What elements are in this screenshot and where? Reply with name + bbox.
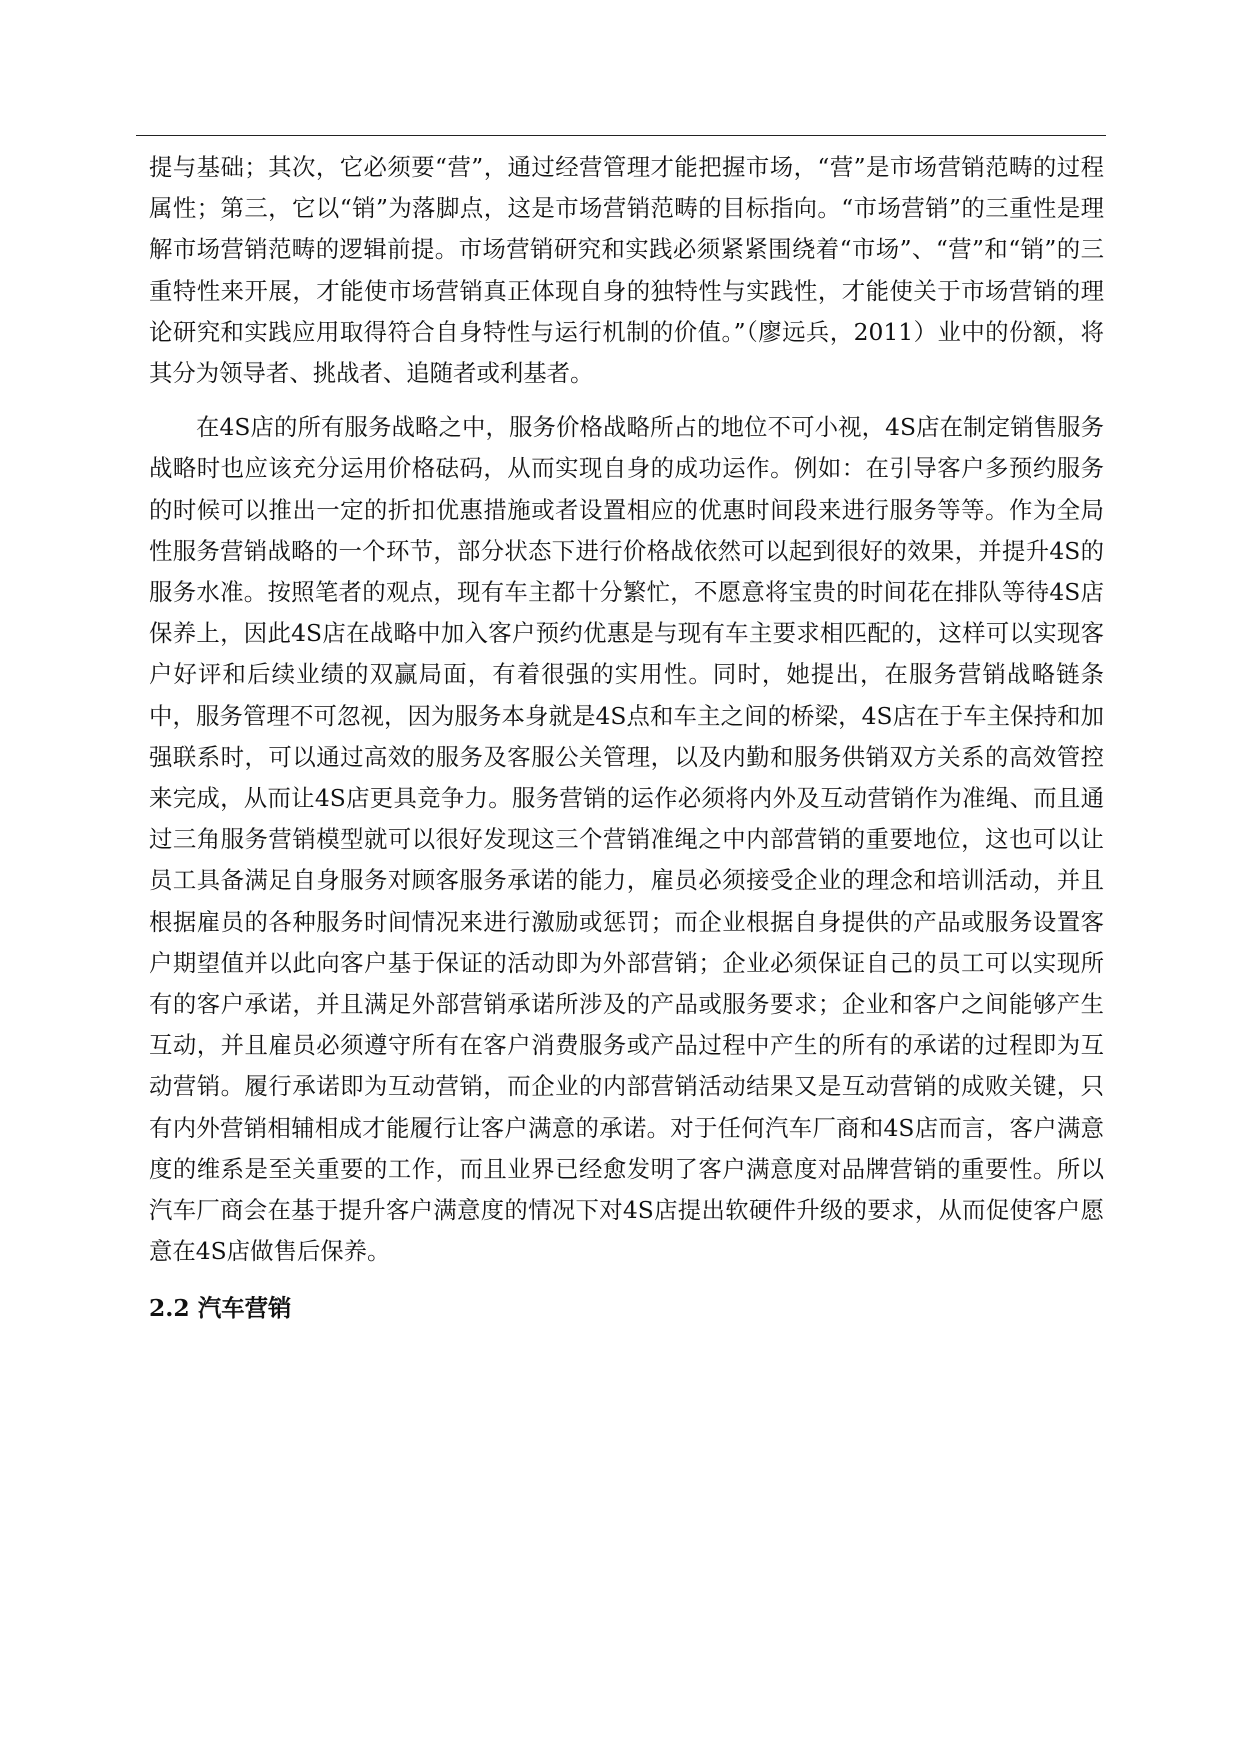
header-rule	[136, 135, 1106, 136]
body-paragraph-continued: 提与基础；其次，它必须要“营”，通过经营管理才能把握市场，“营”是市场营销范畴的过程属性；第三，它以“销”为落脚点，这是市场营销范畴的目标指向。“市场营销”的三重性是理解市场营销范畴的逻辑前提。市场营销研究和实践必须紧紧围绕着“市场”、“营”和“销”的三重特性来开展，才能使市场营销真正体现自身的独特性与实践性，才能使关于市场营销的理论研究和实践应用取得符合自身特性与运行机制的价值。”（廖远兵，2011）业中的份额，将其分为领导者、挑战者、追随者或利基者。	[149, 153, 1104, 388]
page-body	[149, 147, 1104, 1330]
body-paragraph: 在4S店的所有服务战略之中，服务价格战略所占的地位不可小视，4S店在制定销售服务战略时也应该充分运用价格砝码，从而实现自身的成功运作。例如：在引导客户多预约服务的时候可以推出一定的折扣优惠措施或者设置相应的优惠时间段来进行服务等等。作为全局性服务营销战略的一个环节，部分状态下进行价格战依然可以起到很好的效果，并提升4S的服务水准。按照笔者的观点，现有车主都十分繁忙，不愿意将宝贵的时间花在排队等待4S店保养上，因此4S店在战略中加入客户预约优惠是与现有车主要求相匹配的，这样可以实现客户好评和后续业绩的双赢局面，有着很强的实用性。同时，她提出，在服务营销战略链条中，服务管理不可忽视，因为服务本身就是4S点和车主之间的桥梁，4S店在于车主保持和加强联系时，可以通过高效的服务及客服公关管理，以及内勤和服务供销双方关系的高效管控来完成，从而让4S店更具竞争力。服务营销的运作必须将内外及互动营销作为准绳、而且通过三角服务营销模型就可以很好发现这三个营销准绳之中内部营销的重要地位，这也可以让员工具备满足自身服务对顾客服务承诺的能力，雇员必须接受企业的理念和培训活动，并且根据雇员的各种服务时间情况来进行激励或惩罚；而企业根据自身提供的产品或服务设置客户期望值并以此向客户基于保证的活动即为外部营销；企业必须保证自己的员工可以实现所有的客户承诺，并且满足外部营销承诺所涉及的产品或服务要求；企业和客户之间能够产生互动，并且雇员必须遵守所有在客户消费服务或产品过程中产生的所有的承诺的过程即为互动营销。履行承诺即为互动营销，而企业的内部营销活动结果又是互动营销的成败关键，只有内外营销相辅相成才能履行让客户满意的承诺。对于任何汽车厂商和4S店而言，客户满意度的维系是至关重要的工作，而且业界已经愈发明了客户满意度对品牌营销的重要性。所以汽车厂商会在基于提升客户满意度的情况下对4S店提出软硬件升级的要求，从而促使客户愿意在4S店做售后保养。	[149, 413, 1104, 1266]
section-heading: 2.2 汽车营销	[149, 1294, 292, 1323]
